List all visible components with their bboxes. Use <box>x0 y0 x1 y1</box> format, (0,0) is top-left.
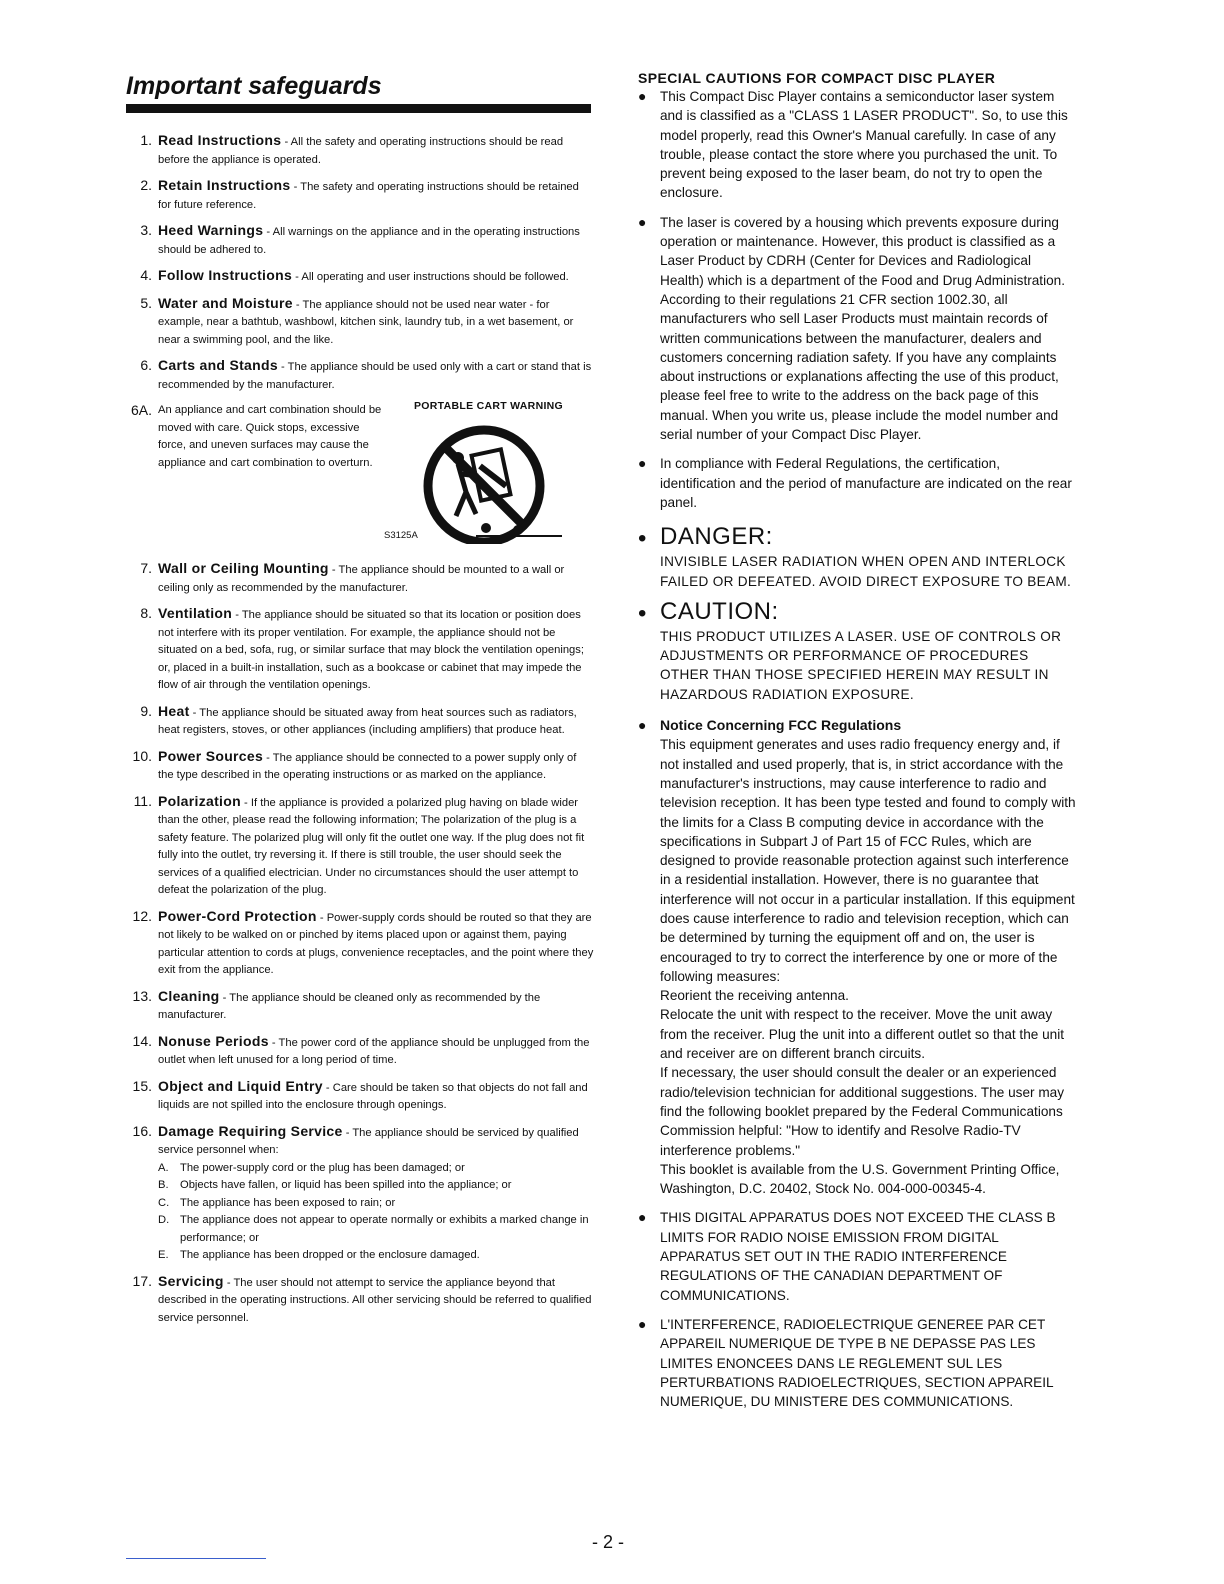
condition-letter: B. <box>158 1179 169 1191</box>
service-condition <box>158 1247 594 1265</box>
item-text: - All warnings on the appliance and in the operating instructions should be adhered to. <box>158 226 580 256</box>
fcc-heading: Notice Concerning FCC Regulations <box>660 717 902 734</box>
danger-text: INVISIBLE LASER RADIATION WHEN OPEN AND INTERLOCK FAILED OR DEFEATED. AVOID DIRECT EXPOSURE TO BEAM. <box>660 554 1072 589</box>
item-number: 14. <box>132 1032 152 1049</box>
item-heading: Carts and Stands <box>158 357 278 373</box>
item-text: - Care should be taken so that objects do not fall and liquids are not spilled into the enclosure through openings. <box>158 1081 588 1111</box>
bullet-text: This Compact Disc Player contains a semiconductor laser system and is classified as a "CLASS 1 LASER PRODUCT". So, to use this model properly, read this Owner's Manual carefully. In case of any trouble, please contact the store where you purchased the unit. To prevent being exposed to the laser beam, do not try to open the enclosure. <box>660 89 1068 201</box>
safeguard-item <box>126 908 594 980</box>
bullet-icon: ● <box>638 455 647 472</box>
item-number: 11. <box>133 792 152 809</box>
cart-warning-label: PORTABLE CART WARNING <box>414 400 564 412</box>
condition-letter: D. <box>158 1214 170 1226</box>
item-heading: Ventilation <box>158 605 233 621</box>
condition-letter: E. <box>158 1249 169 1261</box>
item-heading: Damage Requiring Service <box>158 1122 343 1139</box>
item-number: 3. <box>140 222 152 238</box>
item-heading: Heat <box>158 702 190 719</box>
item-heading: Power-Cord Protection <box>158 907 317 924</box>
bullet-text: The laser is covered by a housing which prevents exposure during operation or maintenance. However, this product is classified as a Laser Product by CDRH (Center for Devices and Radiological Health) which is a department of the Food and Drug Administration. According to their regulations 21 CFR section 1002.30, all manufacturers who sell Laser Products must maintain records of written communications between the manufacturer, dealers and customers concerning radiation safety. If you have any complaints about instructions or explanations affecting the use of this product, please feel free to write to the address on the back page of this manual. When you write us, please include the model number and serial number of your Compact Disc Player. <box>660 214 1066 443</box>
bullet-fcc <box>638 716 1078 1198</box>
special-cautions-column <box>638 70 1078 1421</box>
item-heading: Object and Liquid Entry <box>158 1077 323 1094</box>
bullet-text: L'INTERFERENCE, RADIOELECTRIQUE GENEREE PAR CET APPAREIL NUMERIQUE DE TYPE B NE DEPASSE PAS LES LIMITES ENONCEES DANS LE REGLEMENT SUL LES PERTURBATIONS RADIOELECTRIQUES, SECTION APPAREIL NUMERIQUE, DU MINISTERE DES COMMUNICATIONS. <box>660 1316 1054 1410</box>
cart-warning-icon <box>422 424 602 544</box>
safeguard-item <box>126 295 594 350</box>
item-number: 6. <box>140 357 152 373</box>
item-number: 10. <box>132 747 152 764</box>
bullet-text: THIS DIGITAL APPARATUS DOES NOT EXCEED THE CLASS B LIMITS FOR RADIO NOISE EMISSION FROM DIGITAL APPARATUS SET OUT IN THE RADIO INTERFERENCE REGULATIONS OF THE CANADIAN DEPARTMENT OF COMMUNICATIONS. <box>660 1210 1056 1303</box>
condition-text: Objects have fallen, or liquid has been spilled into the appliance; or <box>180 1179 512 1191</box>
item-number: 6A. <box>130 402 152 418</box>
bullet-icon: ● <box>638 1209 647 1226</box>
safeguard-item <box>126 988 594 1025</box>
item-number: 5. <box>140 294 152 311</box>
safeguard-item <box>126 1078 594 1115</box>
item-number: 2. <box>140 177 152 193</box>
item-text: - Power-supply cords should be routed so that they are not likely to be walked on or pinched by items placed upon or against them, paying particular attention to cords at plugs, convenience receptacles, and the point where they exit from the appliance. <box>158 911 594 976</box>
bullet-cdrh <box>638 213 1078 445</box>
item-text: - All operating and user instructions should be followed. <box>292 271 569 283</box>
bullet-icon: ● <box>638 717 647 734</box>
item-number: 13. <box>132 987 152 1004</box>
footer-rule <box>126 1558 266 1559</box>
safeguard-item <box>126 748 594 785</box>
service-conditions-list <box>158 1160 594 1265</box>
item-heading: Retain Instructions <box>158 177 291 193</box>
item-heading: Cleaning <box>158 987 220 1004</box>
safeguard-item-17 <box>126 1273 594 1328</box>
item-6a-text: An appliance and cart combination should be moved with care. Quick stops, excessive force, and uneven surfaces may cause the appliance and cart combination to overturn. <box>158 404 382 469</box>
item-heading: Polarization <box>158 792 241 809</box>
safeguard-item <box>126 560 594 597</box>
bullet-canada-notice <box>638 1208 1078 1304</box>
item-heading: Nonuse Periods <box>158 1032 269 1049</box>
condition-letter: A. <box>158 1161 169 1174</box>
service-condition <box>158 1160 594 1178</box>
safeguard-item <box>126 357 594 394</box>
item-number: 8. <box>140 605 152 621</box>
condition-text: The appliance has been exposed to rain; or <box>180 1196 396 1209</box>
item-text: - The appliance should not be used near water - for example, near a bathtub, washbowl, kitchen sink, laundry tub, in a wet basement, or near a swimming pool, and the like. <box>158 298 574 346</box>
safeguard-items-group-1 <box>126 132 594 394</box>
bullet-icon: ● <box>638 213 647 230</box>
item-text: - The appliance should be used only with a cart or stand that is recommended by the manufacturer. <box>158 361 592 391</box>
item-text: - The appliance should be connected to a power supply only of the type described in the operating instructions or as marked on the appliance. <box>158 751 577 781</box>
bullet-federal-regulations <box>638 454 1078 512</box>
danger-notice <box>638 522 1078 591</box>
bullet-icon: ● <box>638 88 647 104</box>
item-text: - The appliance should be serviced by qualified service personnel when: <box>158 1126 579 1156</box>
fcc-paragraph: Reorient the receiving antenna. <box>660 988 849 1004</box>
service-condition <box>158 1177 594 1195</box>
item-text: - The user should not attempt to service the appliance beyond that described in the operating instructions. All other servicing should be referred to qualified service personnel. <box>158 1276 592 1324</box>
item-number: 16. <box>132 1122 152 1139</box>
item-number: 7. <box>140 560 152 576</box>
item-text: - The appliance should be cleaned only as recommended by the manufacturer. <box>158 991 541 1021</box>
service-condition <box>158 1212 594 1247</box>
page-title: Important safeguards <box>126 72 382 100</box>
fcc-paragraph: This equipment generates and uses radio frequency energy and, if not installed and used properly, that is, in strict accordance with the manufacturer's instructions, may cause interference to radio and television reception. It has been type tested and found to comply with the limits for a Class B computing device in accordance with the specifications in Subpart J of Part 15 of FCC Rules, which are designed to provide reasonable protection against such interference in a residential installation. However, there is no guarantee that interference will not occur in a particular installation. If this equipment does cause interference to radio and television reception, which can be determined by turning the equipment off and on, the user is encouraged to try to correct the interference by one or more of the following measures: <box>660 737 1076 984</box>
safeguards-list <box>126 132 594 1335</box>
safeguard-item-16 <box>126 1123 594 1265</box>
caution-text: THIS PRODUCT UTILIZES A LASER. USE OF CONTROLS OR ADJUSTMENTS OR PERFORMANCE OF PROCEDURES OTHER THAN THOSE SPECIFIED HEREIN MAY RESULT IN HAZARDOUS RADIATION EXPOSURE. <box>660 628 1062 702</box>
item-heading: Read Instructions <box>158 132 282 148</box>
bullet-text: In compliance with Federal Regulations, the certification, identification and the period of manufacture are indicated on the rear panel. <box>660 456 1072 510</box>
page-number: - 2 - <box>592 1532 625 1552</box>
warning-code: S3125A <box>384 530 418 541</box>
item-heading: Heed Warnings <box>158 222 264 238</box>
safeguard-items-group-2 <box>126 560 594 1115</box>
item-number: 4. <box>140 267 152 283</box>
safeguard-item <box>126 222 594 259</box>
bullet-french-notice <box>638 1315 1078 1411</box>
item-text: - The appliance should be situated away from heat sources such as radiators, heat registers, stoves, or other appliances (including amplifiers) that produce heat. <box>158 706 577 736</box>
fcc-paragraph: This booklet is available from the U.S. Government Printing Office, Washington, D.C. 20402, Stock No. 004-000-00345-4. <box>660 1161 1060 1197</box>
item-heading: Servicing <box>158 1272 224 1289</box>
item-text: - The appliance should be situated so that its location or position does not interfere with its proper ventilation. For example, the appliance should not be situated on a bed, sofa, rug, or similar surface that may block the ventilation openings; or, placed in a built-in installation, such as a bookcase or cabinet that may impede the flow of air through the ventilation openings. <box>158 609 584 691</box>
item-heading: Wall or Ceiling Mounting <box>158 560 329 576</box>
item-text: - If the appliance is provided a polarized plug having on blade wider than the other, please read the following information; The polarization of the plug is a safety feature. The polarized plug will only fit the outlet one way. If the plug does not fit fully into the outlet, try reversing it. If there is still trouble, the user should seek the services of a qualified electrician. Under no circumstances should the user attempt to defeat the polarization of the plug. <box>158 796 585 896</box>
safeguard-item <box>126 267 594 287</box>
condition-letter: C. <box>158 1196 170 1209</box>
item-text: - The power cord of the appliance should be unplugged from the outlet when left unused for a long period of time. <box>158 1036 590 1066</box>
caution-heading: CAUTION: <box>660 597 779 625</box>
danger-heading: DANGER: <box>660 523 773 551</box>
item-number: 9. <box>140 702 152 719</box>
caution-notice <box>638 597 1078 704</box>
fcc-paragraph: If necessary, the user should consult the dealer or an experienced radio/television technician for additional suggestions. The user may find the following booklet prepared by the Federal Communications Commission helpful: "How to identify and Resolve Radio-TV interference problems." <box>660 1065 1065 1158</box>
bullet-icon: • <box>638 599 647 627</box>
item-number: 1. <box>140 132 152 148</box>
item-6a <box>126 402 594 550</box>
item-number: 12. <box>132 907 152 924</box>
safeguard-item <box>126 1033 594 1070</box>
safeguard-item <box>126 703 594 740</box>
service-condition <box>158 1195 594 1213</box>
condition-text: The appliance does not appear to operate normally or exhibits a marked change in performance; or <box>180 1214 589 1244</box>
bullet-icon: ● <box>638 1315 647 1332</box>
item-heading: Water and Moisture <box>158 294 293 311</box>
item-text: - All the safety and operating instructions should be read before the appliance is operated. <box>158 136 564 166</box>
item-heading: Follow Instructions <box>158 267 293 283</box>
item-heading: Power Sources <box>158 747 264 764</box>
bullet-laser-class <box>638 87 1078 203</box>
bullet-icon: • <box>638 525 647 553</box>
special-cautions-heading: SPECIAL CAUTIONS FOR COMPACT DISC PLAYER <box>638 70 996 86</box>
condition-text: The power-supply cord or the plug has been damaged; or <box>180 1161 465 1174</box>
safeguard-item <box>126 132 594 169</box>
title-rule <box>126 104 591 113</box>
safeguard-item <box>126 177 594 214</box>
item-number: 15. <box>132 1077 152 1094</box>
item-text: - The safety and operating instructions should be retained for future reference. <box>158 181 579 211</box>
fcc-paragraph: Relocate the unit with respect to the receiver. Move the unit away from the receiver. Plug the unit into a different outlet so that the unit and receiver are on different branch circuits. <box>660 1007 1065 1062</box>
safeguard-item <box>126 793 594 900</box>
item-text: - The appliance should be mounted to a wall or ceiling only as recommended by the manufacturer. <box>158 564 565 594</box>
condition-text: The appliance has been dropped or the enclosure damaged. <box>180 1249 480 1261</box>
item-number: 17. <box>132 1272 152 1289</box>
safeguard-item <box>126 605 594 695</box>
